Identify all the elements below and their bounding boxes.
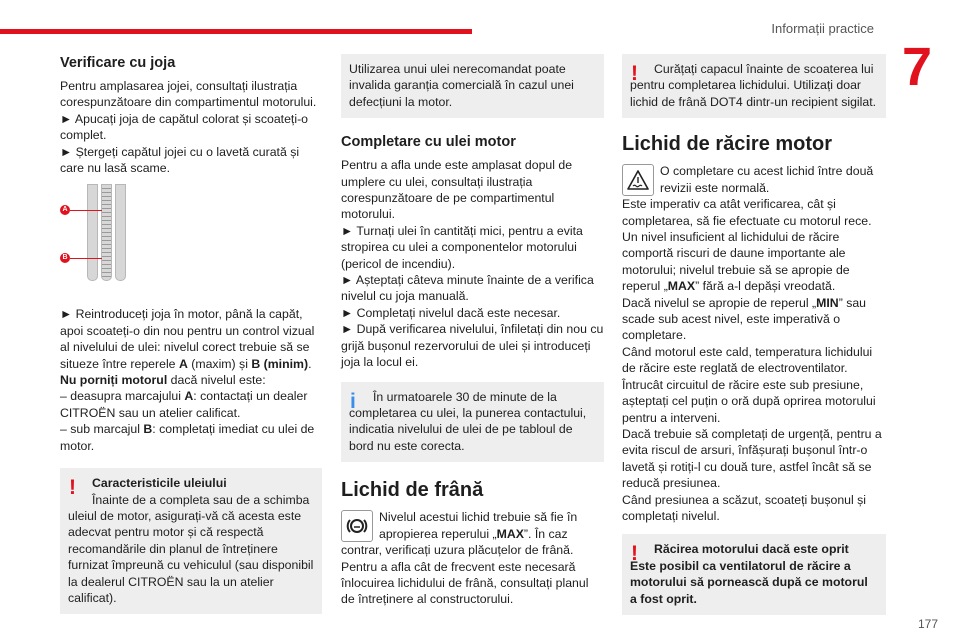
oil-step-3: ► Completați nivelul dacă este necesar. [341,305,561,320]
warning-icon: ! [631,542,638,566]
coolant-para-7: Când presiunea a scăzut, scoateți bușonul și completați nivelul. [622,492,867,523]
oil-step-2: ► Așteptați câteva minute înainte de a verifica nivelul cu joja manuală. [341,273,594,304]
info-icon: i [350,389,356,413]
coolant-para-1: Este imperativ ca atât verificarea, cât și completarea, să fie efectuate cu motorul rece. [622,197,872,228]
dipstick-rod [115,184,126,281]
no-start-warning: Nu porniți motorul dacă nivelul este: [60,373,266,388]
section-title: Informații practice [771,21,874,36]
coolant-para-6: Dacă trebuie să completați de urgență, pentru a evita riscul de arsuri, înfășurați bușonul într-o lavetă și rotiți-l cu două ture, astfel încât să se reducă presiunea. [622,426,882,491]
warning-icon: ! [69,476,76,500]
marker-a: A [60,205,70,215]
dipstick-illustration [60,184,322,296]
heading-brake-fluid: Lichid de frână [341,479,484,502]
coolant-normal-note: O completare cu acest lichid între două revizii este normală. [622,163,886,196]
dipstick-step-3: ► Reintroduceți joja în motor, până la capăt, apoi scoateți-o din nou pentru un control vizual al nivelului de ulei: nivelul corect trebuie să se situeze între reperele A (maxim) și B (minim). [60,307,315,371]
top-accent-bar [0,29,472,34]
warning-triangle-icon [622,164,654,196]
oil-info-note: i În urmatoarele 30 de minute de la completarea cu ulei, la punerea contactului, indicatia nivelului de ulei de pe tabloul de bord nu este corecta. [341,382,604,463]
heading-dipstick-check: Verificare cu joja [60,55,176,71]
heading-coolant: Lichid de răcire motor [622,133,833,156]
dipstick-intro: Pentru amplasarea jojei, consultați ilustrația corespunzătoare din compartimentul motorului. [60,79,317,110]
engine-fan-warning: ! Răcirea motorului dacă este oprit Este posibil ca ventilatorul de răcire a motorului să pornească după ce motorul a fost oprit. [622,534,886,615]
warning-icon: ! [631,62,638,85]
marker-b-line [70,258,102,259]
oil-characteristics-warning: ! Caracteristicile uleiului Înainte de a completa sau de a schimba uleiul de motor, asigurați-vă că acesta este adecvat pentru motor și că respectă recomandările din planul de întreținere furnizat împreună cu vehiculul (sau disponibil la dealerul CITROËN sau la un atelier calificat). [60,468,322,614]
dipstick-rod [87,184,98,281]
column-left [60,54,322,614]
coolant-para-4: Când motorul este cald, temperatura lichidului de răcire este reglată de electroventilator. [622,344,873,376]
oil-step-1: ► Turnați ulei în cantități mici, pentru a evita stropirea cu ulei a componentelor motorului (pericol de incendiu). [341,223,583,271]
dipstick-step-2: ► Ștergeți capătul jojei cu o lavetă curată și care nu lasă scame. [60,144,300,176]
brake-fluid-icon [341,510,373,542]
brake-level-note: Nivelul acestui lichid trebuie să fie în apropierea reperului „MAX”. În caz [341,509,604,542]
heading-oil-topup: Completare cu ulei motor [341,134,516,151]
brake-replacement-info: Pentru a afla cât de frecvent este necesară înlocuirea lichidului de frână, consultați planul de întreținere al constructorului. [341,559,589,607]
coolant-para-5: Întrucât circuitul de răcire este sub presiune, așteptați cel puțin o oră după oprirea motorului pentru a interveni. [622,377,876,425]
coolant-para-2: Un nivel insuficient al lichidului de răcire comportă riscuri de daune importante ale motorului; nivelul trebuie să se apropie de reperul „MAX” fără a-l depăși vreodată. [622,230,850,294]
oil-warranty-note: Utilizarea unui ulei nerecomandat poate invalida garanția comercială în cazul unei defecțiuni la motor. [341,54,604,118]
coolant-para-3: Dacă nivelul se apropie de reperul „MIN” sau scade sub acest nivel, este imperativă o completare. [622,295,867,343]
page-number: 177 [917,617,938,631]
column-right [622,54,886,615]
oil-intro: Pentru a afla unde este amplasat dopul de umplere cu ulei, consultați ilustrația corespunzătoare de pe compartimentul motorului. [341,158,573,222]
brake-cap-warning: ! Curățați capacul înainte de scoaterea lui pentru completarea lichidului. Utilizați doar lichid de frână DOT4 dintr-un recipient sigilat. [622,54,886,118]
dipstick-step-1: ► Apucați joja de capătul colorat și scoateți-o complet. [60,111,308,143]
marker-b: B [60,253,70,263]
column-middle [341,54,604,608]
level-under-min: – sub marcajul B: completați imediat cu ulei de motor. [60,422,315,453]
chapter-number: 7 [902,37,933,97]
warning-title: Caracteristicile uleiului [92,476,227,491]
brake-pad-check: contrar, verificați uzura plăcuțelor de frână. [341,543,574,558]
marker-a-line [70,210,102,211]
dipstick-rod-marked [101,184,112,281]
oil-step-4: ► După verificarea nivelului, înfiletați din nou cu grijă bușonul rezervorului de ulei și introduceți joja la locul ei. [341,322,604,370]
level-over-max: – deasupra marcajului A: contactați un dealer CITROËN sau un atelier calificat. [60,389,308,420]
